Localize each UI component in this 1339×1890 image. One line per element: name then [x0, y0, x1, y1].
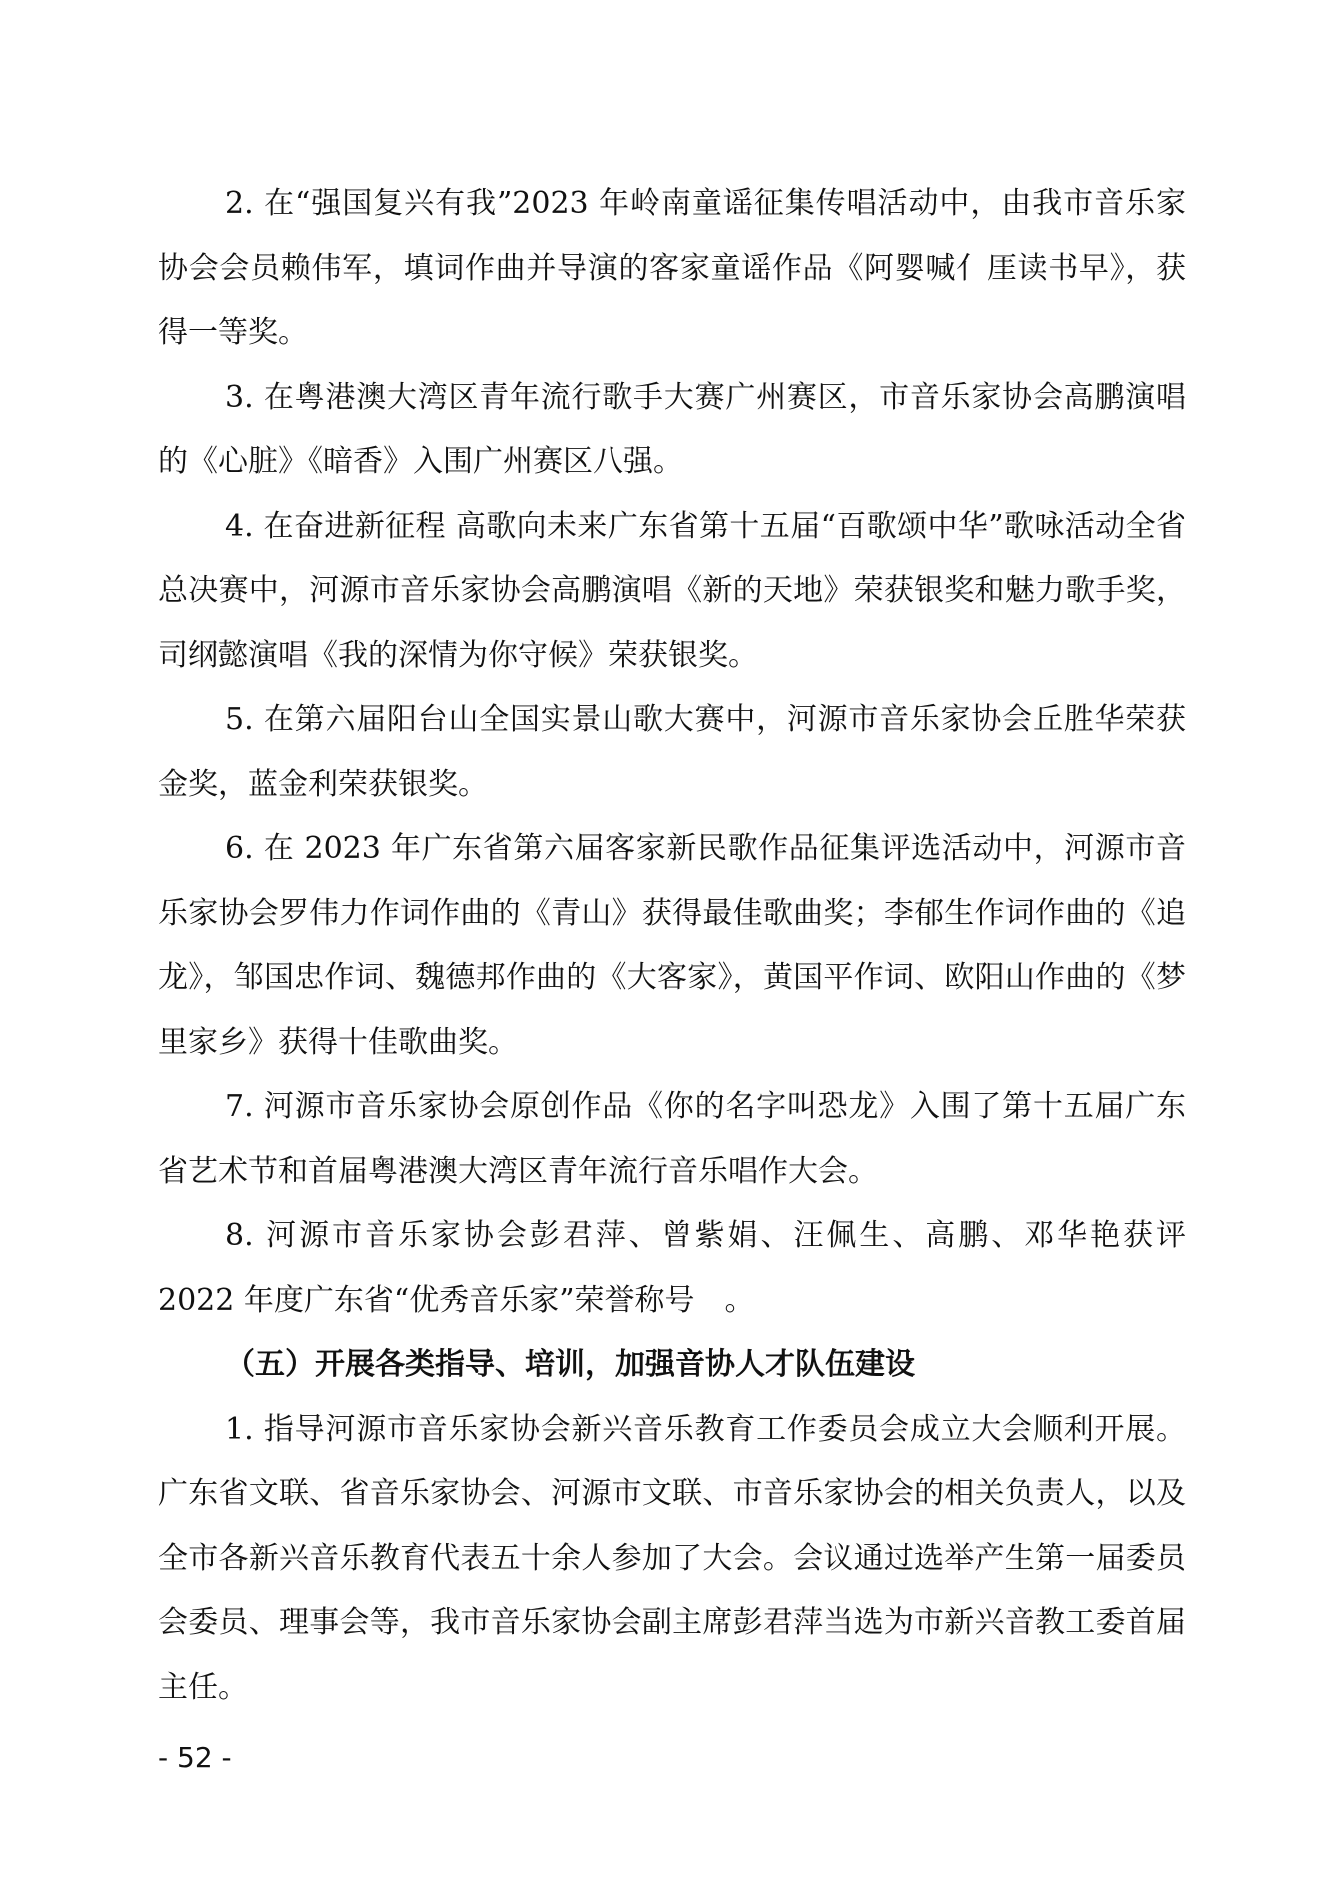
paragraph-training-1: 1. 指导河源市音乐家协会新兴音乐教育工作委员会成立大会顺利开展。广东省文联、省音乐家协会、河源市文联、市音乐家协会的相关负责人，以及全市各新兴音乐教育代表五十余人参加了大会。会议通过选举产生第一届委员会委员、理事会等，我市音乐家协会副主席彭君萍当选为市新兴音教工委首届主任。: [158, 1411, 1186, 1705]
paragraph-award-8: 8. 河源市音乐家协会彭君萍、曾紫娟、汪佩生、高鹏、邓华艳获评 2022 年度广东省“优秀音乐家”荣誉称号 。: [158, 1218, 1186, 1318]
section-heading: （五）开展各类指导、培训，加强音协人才队伍建设: [225, 1347, 915, 1382]
paragraph-award-2: 2. 在“强国复兴有我”2023 年岭南童谣征集传唱活动中，由我市音乐家协会会员赖伟军，填词作曲并导演的客家童谣作品《阿婴喊亻厓读书早》，获得一等奖。: [158, 186, 1186, 350]
paragraph-award-4: 4. 在奋进新征程 高歌向未来广东省第十五届“百歌颂中华”歌咏活动全省总决赛中，河源市音乐家协会高鹏演唱《新的天地》荣获银奖和魅力歌手奖，司纲懿演唱《我的深情为你守候》荣获银奖。: [158, 508, 1186, 673]
paragraph-award-3: 3. 在粤港澳大湾区青年流行歌手大赛广州赛区，市音乐家协会高鹏演唱的《心脏》《暗香》入围广州赛区八强。: [158, 379, 1186, 479]
paragraph-award-7: 7. 河源市音乐家协会原创作品《你的名字叫恐龙》入围了第十五届广东省艺术节和首届粤港澳大湾区青年流行音乐唱作大会。: [158, 1089, 1186, 1189]
paragraph-award-5: 5. 在第六届阳台山全国实景山歌大赛中，河源市音乐家协会丘胜华荣获金奖，蓝金利荣获银奖。: [158, 702, 1186, 802]
paragraph-award-6: 6. 在 2023 年广东省第六届客家新民歌作品征集评选活动中，河源市音乐家协会罗伟力作词作曲的《青山》获得最佳歌曲奖；李郁生作词作曲的《追龙》，邹国忠作词、魏德邦作曲的《大客家》，黄国平作词、欧阳山作曲的《梦里家乡》获得十佳歌曲奖。: [158, 831, 1186, 1060]
page-number: - 52 -: [158, 1741, 232, 1774]
document-body: [158, 172, 1186, 1720]
